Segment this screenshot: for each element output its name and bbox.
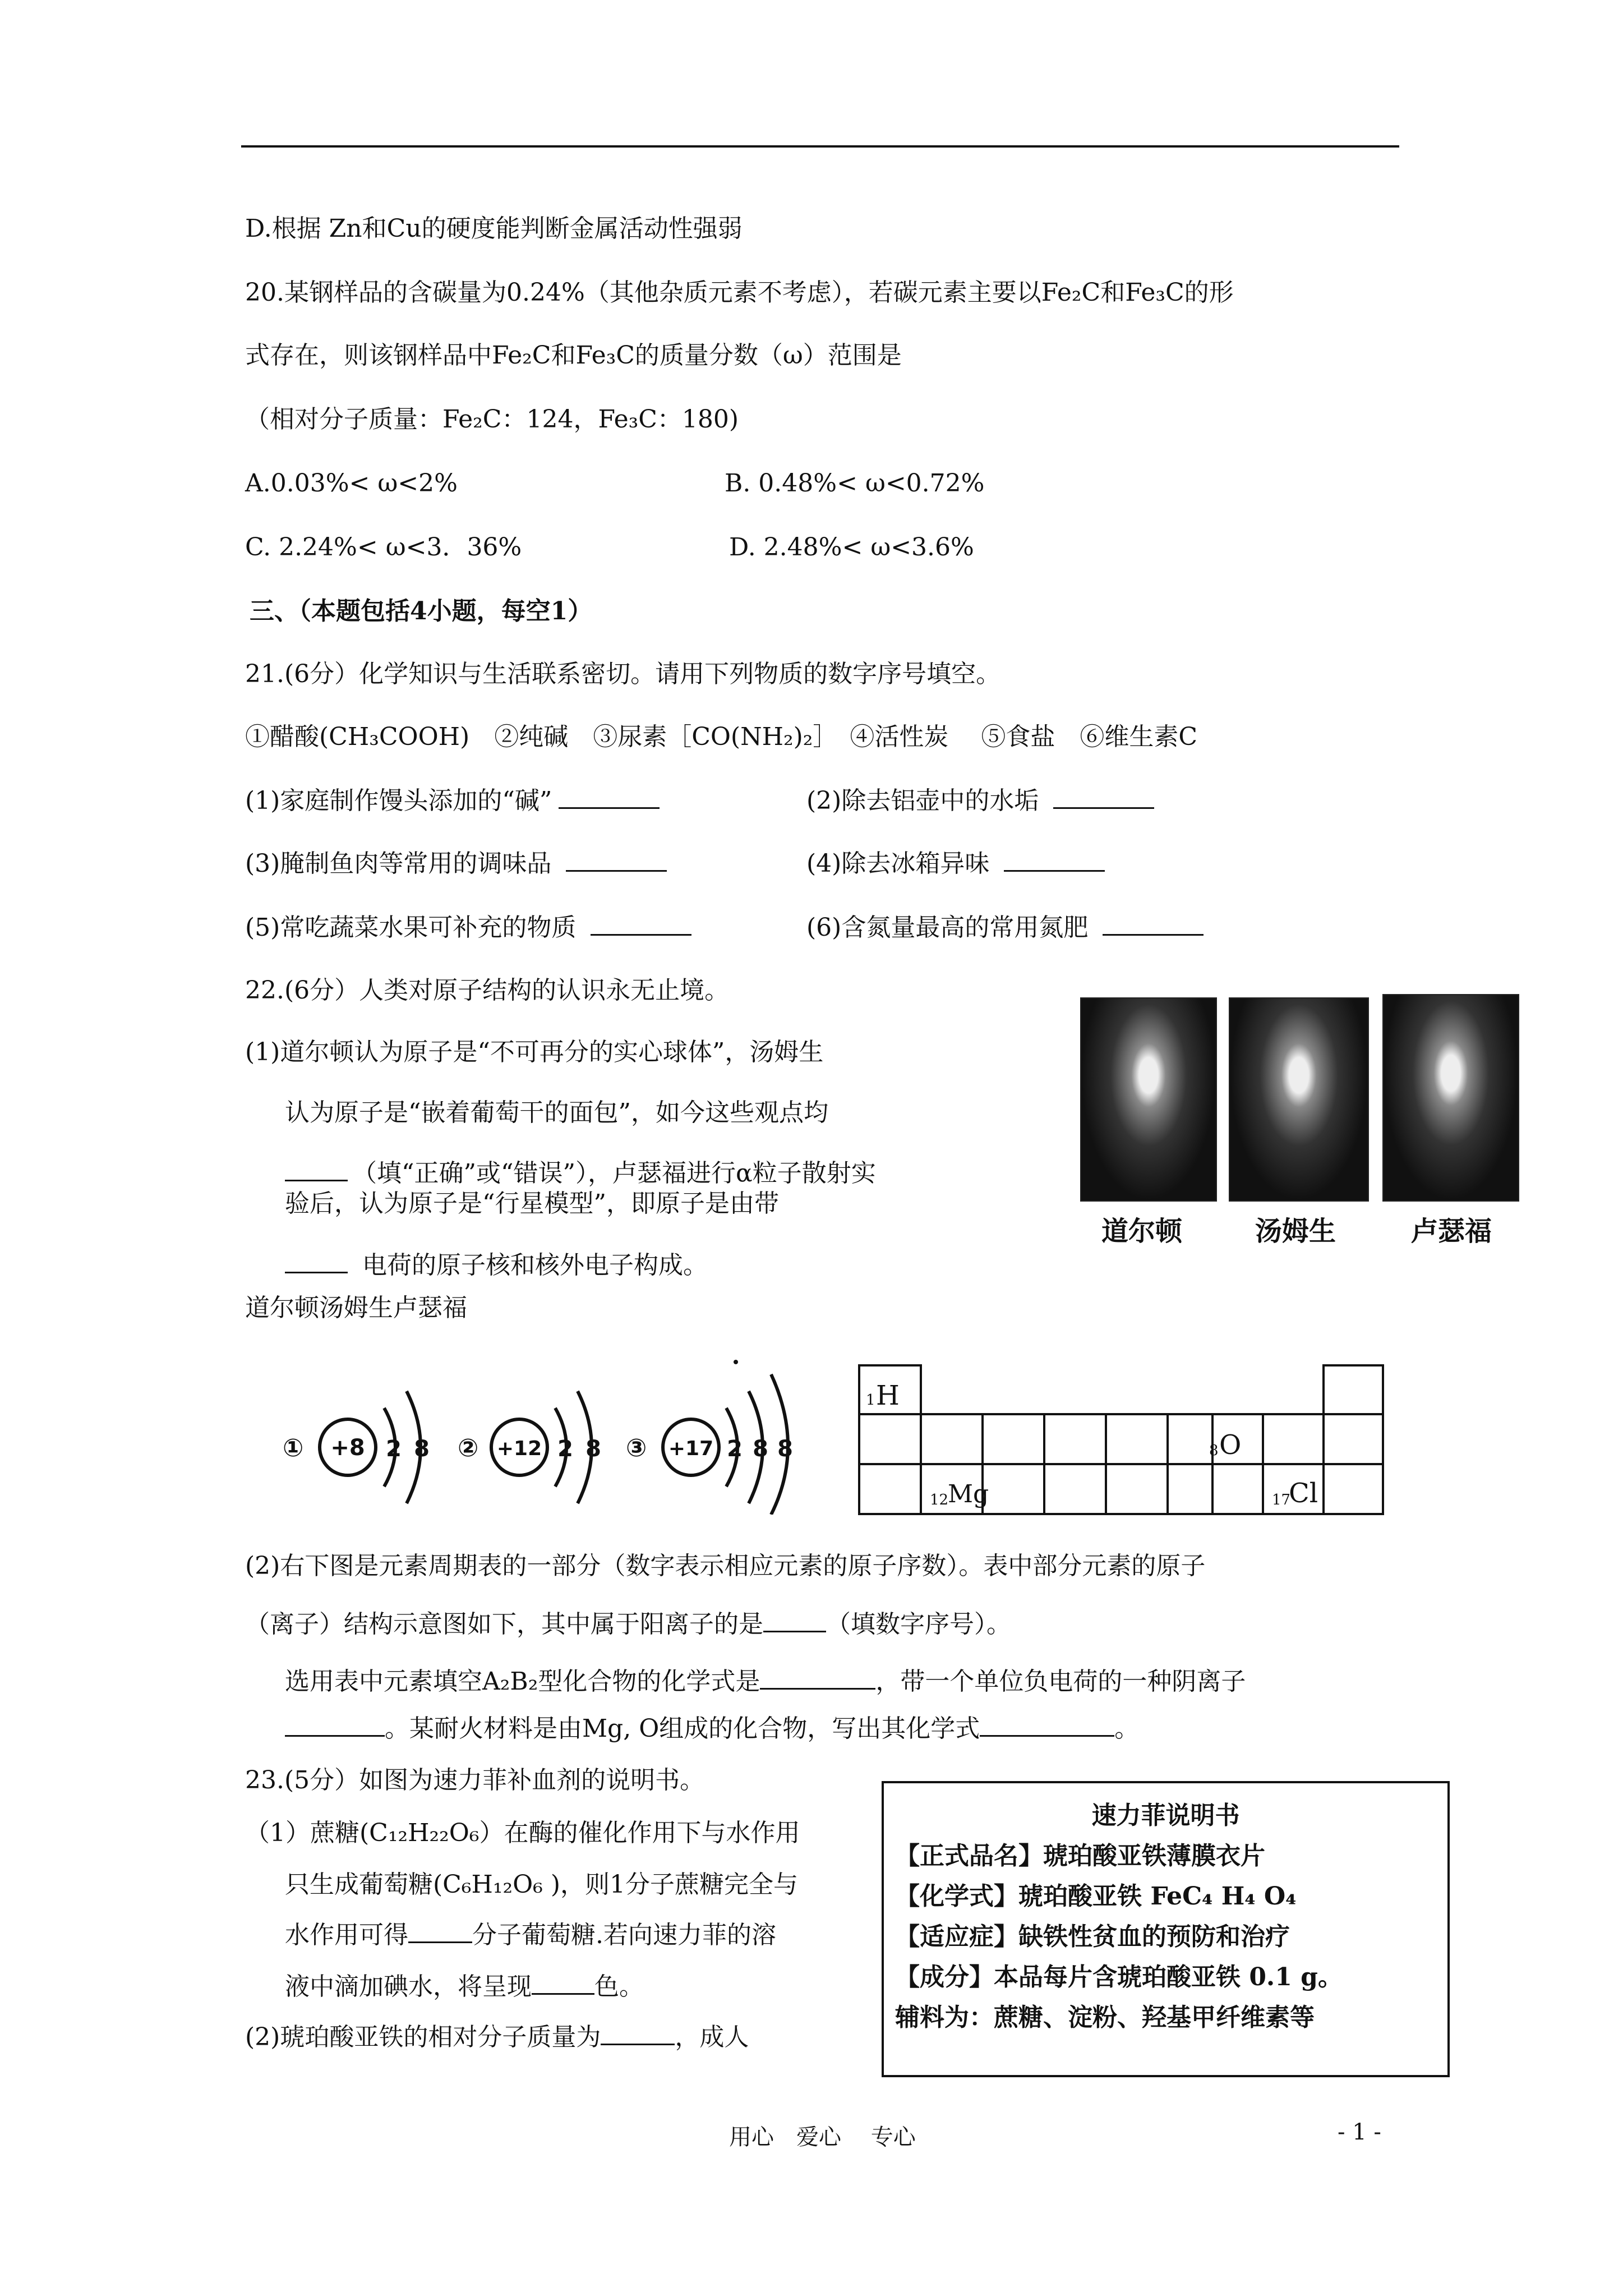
q23-blank-3[interactable] [601, 2021, 675, 2045]
q21-item-6 [806, 911, 1204, 945]
q21-blank-2[interactable] [1053, 785, 1154, 809]
q21-blank-4[interactable] [1004, 848, 1105, 872]
q21-item-6-text: (6)含氮量最高的常用氮肥 [806, 913, 1089, 942]
atom-2-shell-1: 2 [557, 1436, 573, 1462]
q23-blank-1[interactable] [408, 1919, 472, 1943]
q23-p3a: 水作用可得 [285, 1921, 408, 1949]
page-number: - 1 - [1338, 2119, 1381, 2145]
atom-3-shell-2: 8 [753, 1436, 768, 1462]
q21-blank-5[interactable] [591, 912, 691, 936]
q21-item-3-text: (3)腌制鱼肉等常用的调味品 [245, 849, 552, 878]
portrait-dalton [1080, 997, 1217, 1202]
q20-stem-line3: （相对分子质量：Fe₂C：124，Fe₃C：180) [245, 405, 739, 434]
q22-p3-line [285, 1157, 876, 1190]
q21-stem: 21.(6分）化学知识与生活联系密切。请用下列物质的数字序号填空。 [245, 660, 1001, 688]
atom-1-charge: +8 [330, 1435, 365, 1461]
atom-1-index: ① [283, 1434, 304, 1462]
q23-p1: （1）蔗糖(C₁₂H₂₂O₆）在酶的催化作用下与水作用 [245, 1819, 800, 1847]
q21-item-1-text: (1)家庭制作馒头添加的“碱” [245, 786, 552, 815]
q22-q2-line3a: 选用表中元素填空A₂B₂型化合物的化学式是 [285, 1667, 760, 1696]
q23-stem: 23.(5分）如图为速力菲补血剂的说明书。 [245, 1766, 705, 1795]
q23-p5 [245, 2021, 749, 2054]
q22-names-line: 道尔顿汤姆生卢瑟福 [245, 1294, 467, 1322]
q20-stem-line1: 20.某钢样品的含碳量为0.24%（其他杂质元素不考虑），若碳元素主要以Fe₂C和Fe₃C的形 [245, 278, 1234, 307]
q23-p5b: ，成人 [675, 2023, 749, 2051]
q21-item-3 [245, 847, 667, 881]
atom-diagrams [269, 1346, 852, 1515]
instruction-line-4: 【成分】本品每片含琥珀酸亚铁 0.1 g。 [895, 1963, 1343, 1991]
instruction-title: 速力菲说明书 [1091, 1801, 1240, 1830]
atom-3-shell-3: 8 [777, 1436, 793, 1462]
periodic-table-fragment [858, 1364, 1385, 1516]
q22-p1: (1)道尔顿认为原子是“不可再分的实心球体”，汤姆生 [245, 1038, 824, 1066]
q21-blank-6[interactable] [1103, 912, 1204, 936]
q22-blank-3[interactable] [763, 1608, 826, 1632]
atom-2-index: ② [458, 1434, 479, 1462]
q22-q2-line1: (2)右下图是元素周期表的一部分（数字表示相应元素的原子序数）。表中部分元素的原子 [245, 1552, 1206, 1580]
element-mg-number: 12 [930, 1492, 949, 1508]
q21-item-1 [245, 784, 660, 818]
footer-center: 用心 爱心 专心 [729, 2124, 916, 2150]
element-h-number: 1 [866, 1392, 875, 1409]
portrait-thomson [1229, 997, 1369, 1202]
element-h-symbol: H [876, 1380, 900, 1411]
q22-q2-line4b: 。 [1114, 1714, 1140, 1743]
q22-p5: 电荷的原子核和核外电子构成。 [362, 1251, 708, 1280]
q22-blank-1[interactable] [285, 1157, 348, 1181]
q23-p2: 只生成葡萄糖(C₆H₁₂O₆ )，则1分子蔗糖完全与 [285, 1870, 798, 1899]
q20-option-a: A.0.03%< ω<2% [245, 469, 458, 498]
caption-dalton: 道尔顿 [1101, 1216, 1183, 1247]
instruction-line-3: 【适应症】缺铁性贫血的预防和治疗 [895, 1922, 1290, 1951]
q22-p3: （填“正确”或“错误”），卢瑟福进行α粒子散射实 [352, 1159, 876, 1188]
q22-stem: 22.(6分）人类对原子结构的认识永无止境。 [245, 976, 730, 1005]
q20-option-c: C. 2.24%< ω<3．36% [245, 533, 522, 562]
q22-q2-line3 [285, 1665, 1246, 1699]
atom-1-shell-2: 8 [414, 1436, 430, 1462]
instruction-line-2: 【化学式】琥珀酸亚铁 FeC₄ H₄ O₄ [895, 1882, 1297, 1911]
atom-3-charge: +17 [668, 1437, 714, 1460]
q23-p3b: 分子葡萄糖.若向速力菲的溶 [472, 1921, 776, 1949]
q20-option-d: D. 2.48%< ω<3.6% [729, 533, 974, 562]
q20-stem-line2: 式存在，则该钢样品中Fe₂C和Fe₃C的质量分数（ω）范围是 [245, 341, 902, 370]
q23-p4 [285, 1970, 644, 2004]
q21-item-4 [806, 847, 1105, 881]
q22-q2-line2 [245, 1608, 1011, 1641]
q23-p4a: 液中滴加碘水，将呈现 [285, 1972, 532, 2001]
q22-blank-2[interactable] [285, 1249, 348, 1273]
element-o-number: 8 [1209, 1442, 1219, 1459]
q21-options: ①醋酸(CH₃COOH) ②纯碱 ③尿素［CO(NH₂)₂］ ④活性炭 ⑤食盐 ⑥维生素C [245, 723, 1198, 751]
q21-item-5-text: (5)常吃蔬菜水果可补充的物质 [245, 913, 577, 942]
instruction-sheet [882, 1781, 1450, 2077]
q22-p4: 验后，认为原子是“行星模型”，即原子是由带 [285, 1189, 779, 1218]
element-cl-symbol: Cl [1289, 1478, 1318, 1509]
q22-q2-line4 [285, 1712, 1139, 1746]
element-cl-number: 17 [1272, 1492, 1291, 1508]
q23-blank-2[interactable] [532, 1971, 594, 1995]
q22-q2-line3b: ，带一个单位负电荷的一种阴离子 [875, 1667, 1246, 1696]
atom-1-shell-1: 2 [386, 1436, 402, 1462]
caption-rutherford: 卢瑟福 [1411, 1216, 1492, 1247]
q23-p4b: 色。 [594, 1972, 644, 2001]
atom-2-charge: +12 [496, 1437, 542, 1460]
q21-item-5 [245, 911, 691, 945]
section-3-heading: 三、（本题包括4小题，每空1） [250, 597, 593, 625]
q22-blank-5[interactable] [285, 1713, 385, 1737]
q21-item-4-text: (4)除去冰箱异味 [806, 849, 990, 878]
q21-item-2-text: (2)除去铝壶中的水垢 [806, 786, 1039, 815]
q22-q2-line2a: （离子）结构示意图如下，其中属于阳离子的是 [245, 1610, 763, 1639]
q21-blank-1[interactable] [559, 785, 660, 809]
atom-3-shell-1: 2 [727, 1436, 743, 1462]
q20-option-b: B. 0.48%< ω<0.72% [725, 469, 985, 498]
caption-thomson: 汤姆生 [1255, 1216, 1336, 1247]
q22-blank-4[interactable] [760, 1665, 875, 1690]
q22-p5-line [285, 1249, 708, 1282]
header-rule [241, 145, 1399, 148]
atom-3-index: ③ [626, 1434, 647, 1462]
q21-blank-3[interactable] [566, 848, 667, 872]
q23-p3 [285, 1918, 776, 1952]
q23-p5a: (2)琥珀酸亚铁的相对分子质量为 [245, 2023, 601, 2051]
q21-item-2 [806, 784, 1154, 818]
atom-2-shell-2: 8 [585, 1436, 601, 1462]
instruction-line-5: 辅料为：蔗糖、淀粉、羟基甲纤维素等 [895, 2003, 1315, 2032]
element-o-symbol: O [1219, 1429, 1242, 1461]
q22-blank-6[interactable] [980, 1713, 1114, 1737]
instruction-line-1: 【正式品名】琥珀酸亚铁薄膜衣片 [895, 1842, 1265, 1870]
q22-p2: 认为原子是“嵌着葡萄干的面包”，如今这些观点均 [285, 1098, 828, 1127]
element-mg-symbol: Mg [948, 1480, 989, 1508]
portrait-rutherford [1382, 994, 1519, 1202]
q22-q2-line2b: （填数字序号）。 [826, 1610, 1011, 1639]
q22-q2-line4a: 。某耐火材料是由Mg, O组成的化合物，写出其化学式 [385, 1714, 980, 1743]
q19-option-d: D.根据 Zn和Cu的硬度能判断金属活动性强弱 [245, 214, 743, 243]
